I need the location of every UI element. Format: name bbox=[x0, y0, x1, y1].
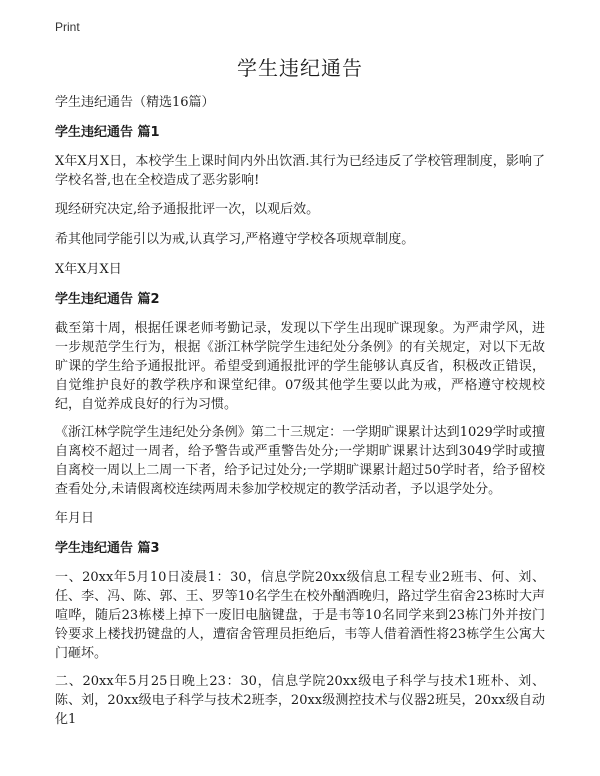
paragraph: 《浙江林学院学生违纪处分条例》第二十三规定：一学期旷课累计达到1029学时或擅自离校不超过一周者，给予警告或严重警告处分;一学期旷课累计达到3049学时或擅自离校一周以上二周一下者，给予记过处分;一学期旷课累计超过50学时者，给予留校查看处分,未请假离校连续两周未参加学校规定的教学活动者，予以退学处分。 bbox=[55, 425, 545, 497]
date-line: 年月日 bbox=[55, 511, 95, 526]
document-subtitle: 学生违纪通告（精选16篇） bbox=[55, 95, 215, 110]
document-body bbox=[55, 92, 545, 738]
page-title: 学生违纪通告 bbox=[237, 56, 363, 80]
paragraph: 截至第十周，根据任课老师考勤记录，发现以下学生出现旷课现象。为严肃学风，进一步规范学生行为，根据《浙江林学院学生违纪处分条例》的有关规定，对以下无故旷课的学生给予通报批评。希望受到通报批评的学生能够认真反省，积极改正错误，自觉维护良好的教学秩序和课堂纪律。07级其他学生要以此为戒，严格遵守校规校纪，自觉养成良好的行为习惯。 bbox=[55, 321, 545, 412]
paragraph: 希其他同学能引以为戒,认真学习,严格遵守学校各项规章制度。 bbox=[55, 232, 415, 247]
print-link[interactable]: Print bbox=[55, 20, 80, 34]
section-heading: 学生违纪通告 篇3 bbox=[55, 541, 160, 556]
section-heading: 学生违纪通告 篇2 bbox=[55, 292, 160, 307]
paragraph: 二、20xx年5月25日晚上23：30，信息学院20xx级电子科学与技术1班朴、刘、陈、刘，20xx级电子科学与技术2班李，20xx级测控技术与仪器2班吴，20xx级自动化1 bbox=[55, 674, 545, 727]
paragraph: 一、20xx年5月10日凌晨1：30，信息学院20xx级信息工程专业2班韦、何、刘、任、李、冯、陈、郭、王、罗等10名学生在校外酗酒晚归，路过学生宿舍23栋时大声喧哗，随后23栋楼上掉下一废旧电脑键盘，于是韦等10名同学来到23栋门外并按门铃要求上楼找扔键盘的人，遭宿舍管理员拒绝后，韦等人借着酒性将23栋学生公寓大门砸坏。 bbox=[55, 570, 545, 661]
paragraph: X年X月X日，本校学生上课时间内外出饮酒.其行为已经违反了学校管理制度，影响了学校名誉,也在全校造成了恶劣影响! bbox=[55, 154, 545, 188]
section-heading: 学生违纪通告 篇1 bbox=[55, 125, 160, 140]
paragraph: 现经研究决定,给予通报批评一次，以观后效。 bbox=[55, 202, 320, 217]
date-line: X年X月X日 bbox=[55, 262, 122, 277]
